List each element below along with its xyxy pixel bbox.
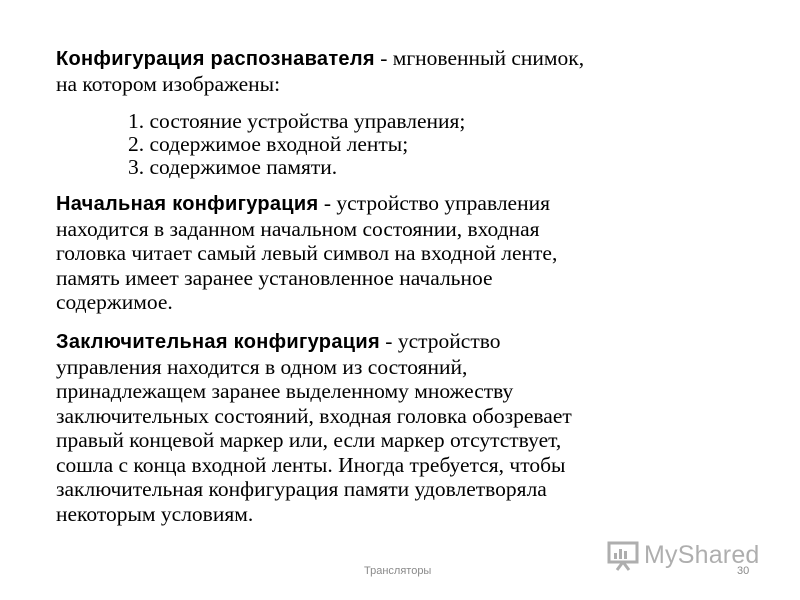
definition-text: - устройство bbox=[379, 329, 501, 353]
watermark-text: MyShared bbox=[644, 540, 760, 569]
definition-text: - устройство управления bbox=[318, 191, 550, 215]
presentation-board-icon bbox=[606, 538, 640, 572]
definition-final-configuration bbox=[56, 329, 766, 526]
paragraph-line: находится в заданном начальном состоянии, входная bbox=[56, 216, 540, 241]
paragraph-line: некоторым условиям. bbox=[56, 501, 254, 526]
paragraph-line: заключительных состояний, входная головка обозревает bbox=[56, 403, 572, 428]
paragraph-line: принадлежащем заранее выделенному множеству bbox=[56, 379, 514, 403]
definition-initial-configuration bbox=[56, 191, 766, 315]
paragraph-line: память имеет заранее установленное начальное bbox=[56, 265, 493, 290]
paragraph-line: заключительная конфигурация памяти удовлетворяла bbox=[56, 477, 547, 501]
configuration-components-list bbox=[128, 110, 465, 179]
page-number: 30 bbox=[737, 565, 750, 577]
term-final-configuration: Заключительная конфигурация bbox=[56, 331, 380, 353]
list-item: 1. состояние устройства управления; bbox=[128, 109, 466, 133]
paragraph-line bbox=[56, 329, 766, 355]
list-item: 3. содержимое памяти. bbox=[128, 155, 338, 179]
list-item: 2. содержимое входной ленты; bbox=[128, 132, 409, 156]
paragraph-line bbox=[56, 46, 766, 72]
definition-recognizer-configuration bbox=[56, 46, 766, 96]
footer-title: Трансляторы bbox=[364, 565, 432, 577]
paragraph-line: на котором изображены: bbox=[56, 71, 281, 96]
term-recognizer-configuration: Конфигурация распознавателя bbox=[56, 48, 375, 70]
paragraph-line: содержимое. bbox=[56, 290, 173, 314]
paragraph-line bbox=[56, 191, 766, 217]
paragraph-line: головка читает самый левый символ на входной ленте, bbox=[56, 241, 558, 265]
paragraph-line: сошла с конца входной ленты. Иногда требуется, чтобы bbox=[56, 452, 566, 477]
definition-text: - мгновенный снимок, bbox=[374, 46, 585, 70]
term-initial-configuration: Начальная конфигурация bbox=[56, 193, 319, 215]
paragraph-line: правый концевой маркер или, если маркер отсутствует, bbox=[56, 428, 562, 452]
paragraph-line: управления находится в одном из состояний, bbox=[56, 354, 468, 379]
